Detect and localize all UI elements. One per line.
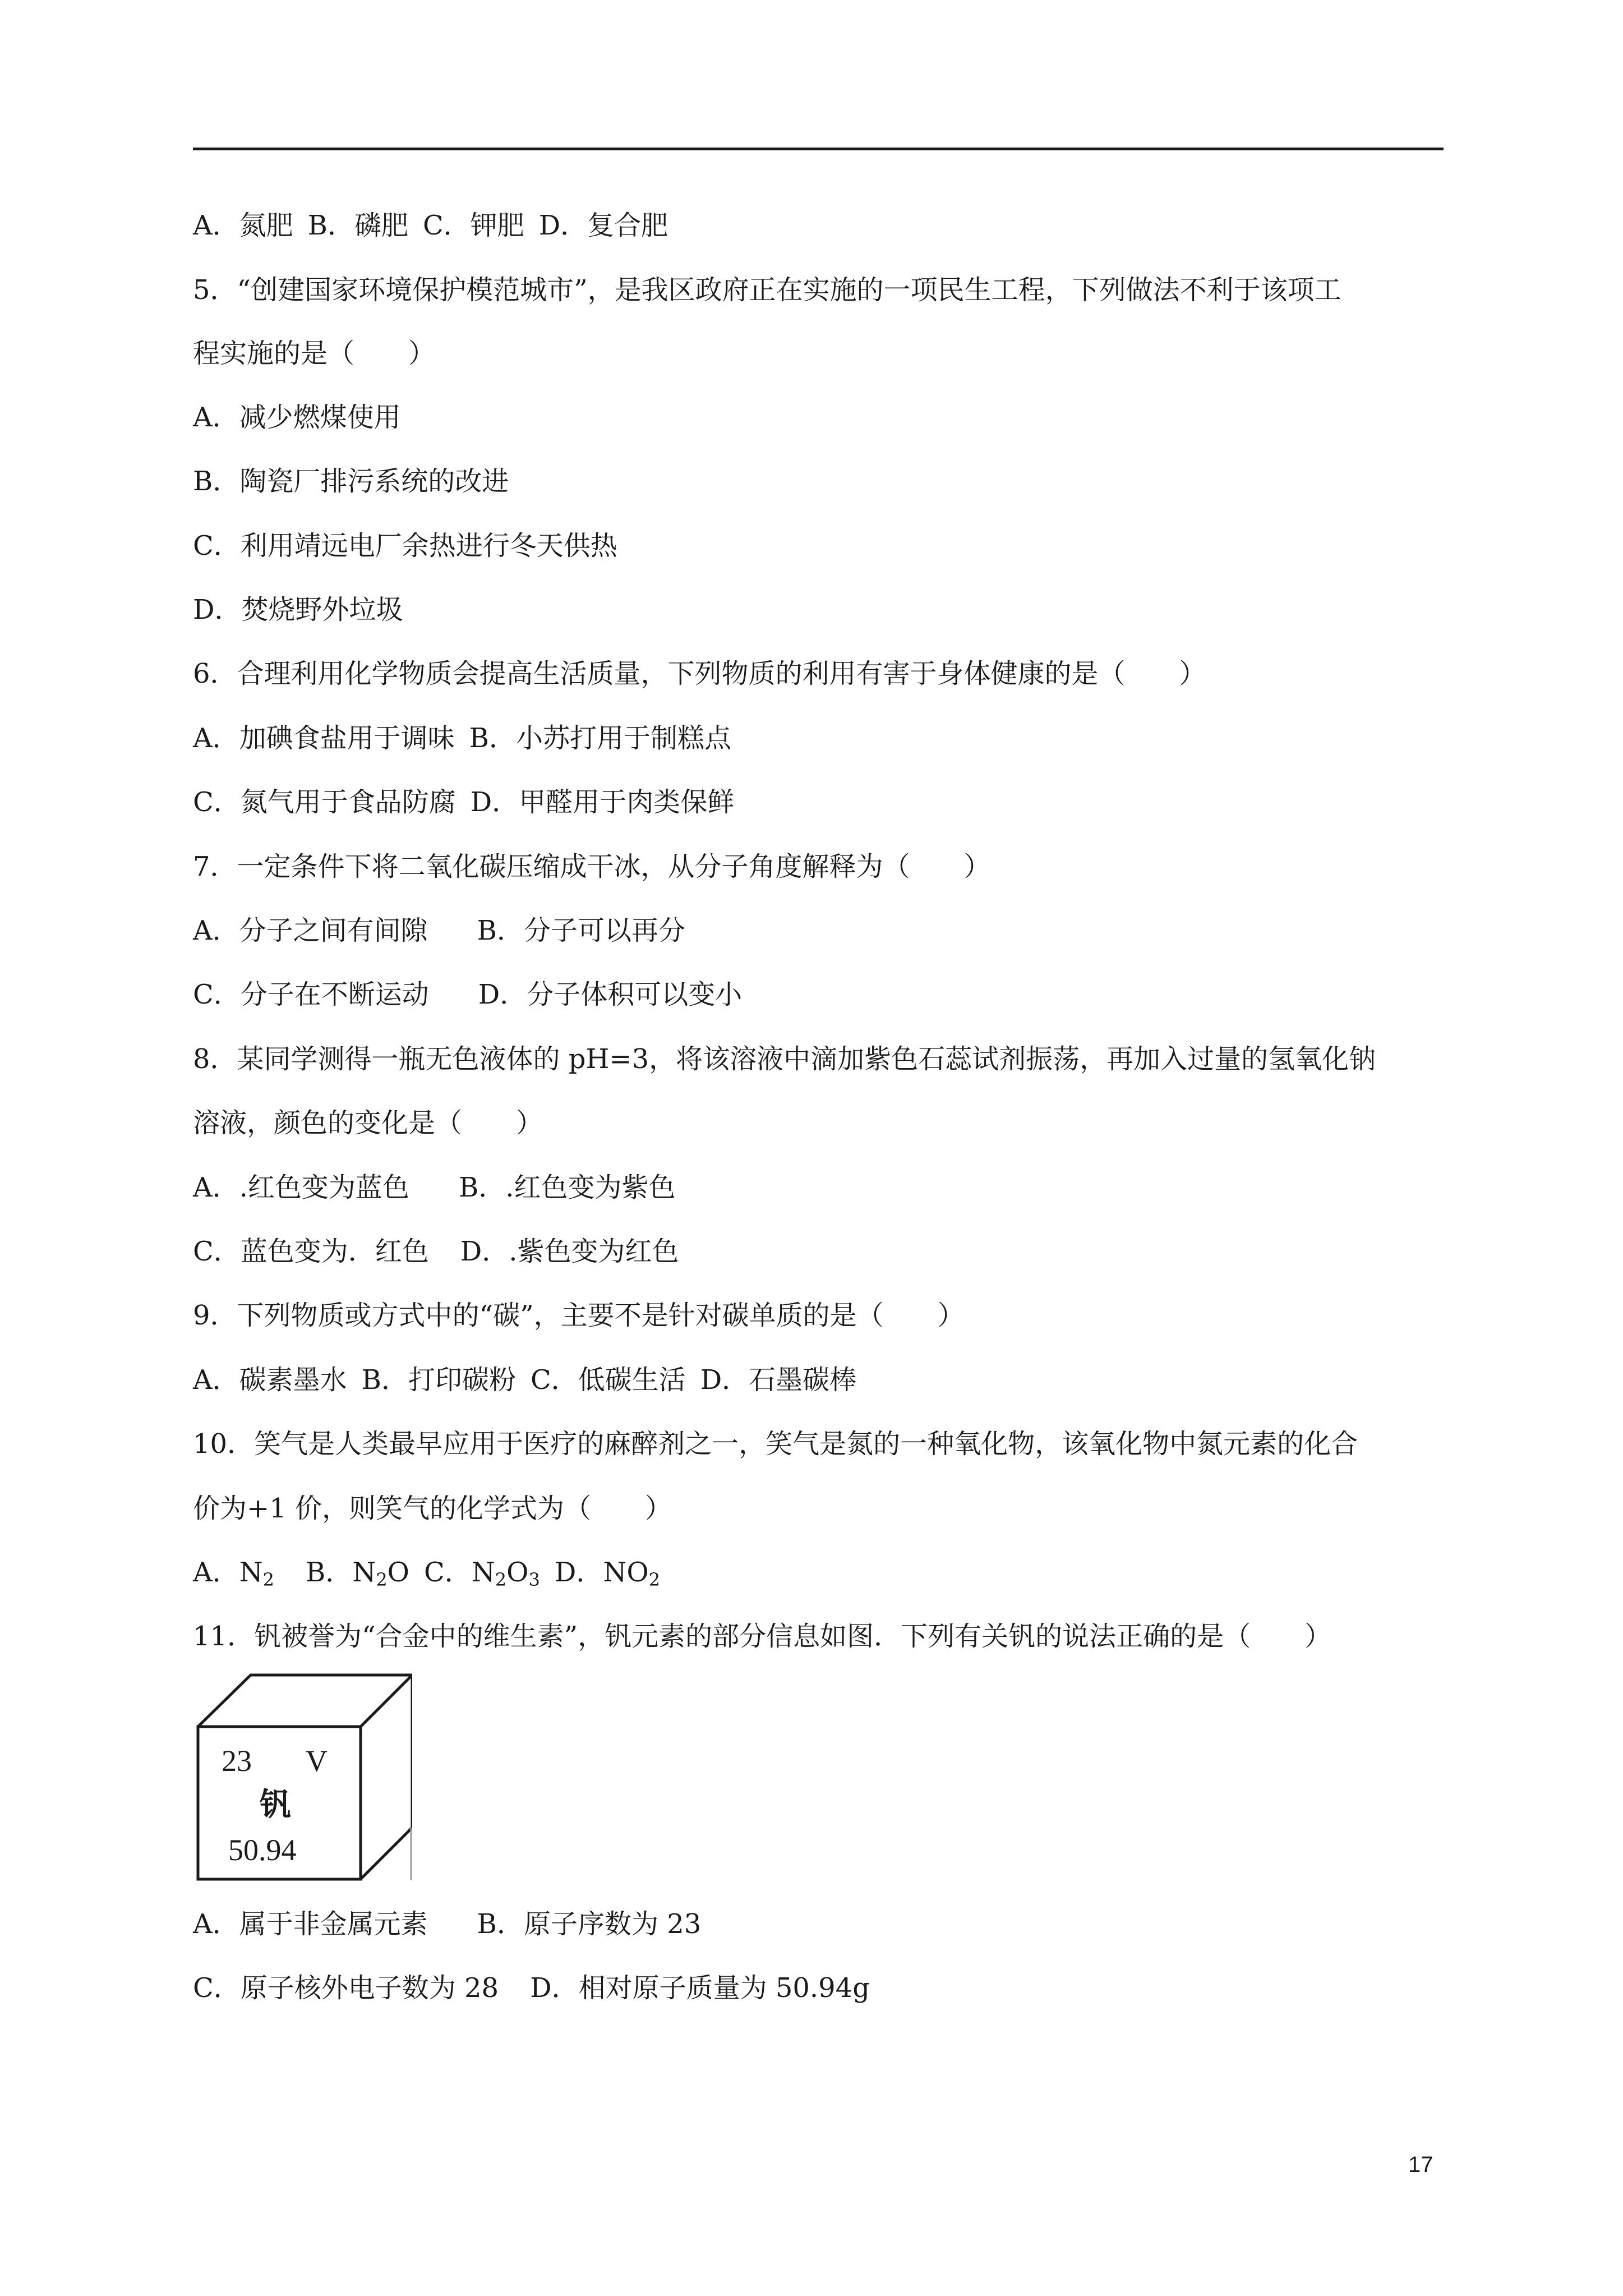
q10-option-a <box>193 1554 274 1590</box>
q8-stem-line-1: 8．某同学测得一瓶无色液体的 pH=3，将该溶液中滴加紫色石蕊试剂振荡，再加入过量的氢氧化钠 <box>193 1043 1376 1075</box>
q8-options-row-2 <box>193 1234 679 1269</box>
element-symbol: V <box>306 1744 328 1778</box>
q6-options-row-1 <box>193 720 731 756</box>
q10-option-d <box>555 1554 660 1590</box>
q7-option-b: B．分子可以再分 <box>477 915 685 946</box>
q8-option-d: D．.紫色变为红色 <box>460 1236 679 1267</box>
q9-option-d: D．石墨碳棒 <box>700 1364 857 1396</box>
q9-option-a: A．碳素墨水 <box>193 1364 347 1396</box>
q6-option-c: C．氮气用于食品防腐 <box>193 786 456 818</box>
q5-option-d: D．焚烧野外垃圾 <box>193 594 403 625</box>
q8-stem-line-2: 溶液，颜色的变化是（ ） <box>193 1107 543 1139</box>
q5-option-a: A．减少燃煤使用 <box>193 402 401 433</box>
q11-options-row-2 <box>193 1970 870 2006</box>
q11-option-a: A．属于非金属元素 <box>193 1908 428 1940</box>
q10-option-c-text: C．N <box>424 1557 495 1588</box>
q7-options-row-2 <box>193 977 742 1013</box>
q11-stem: 11．钒被誉为“合金中的维生素”，钒元素的部分信息如图．下列有关钒的说法正确的是（ ） <box>193 1621 1332 1652</box>
q4-option-a: A．氮肥 <box>193 210 293 241</box>
q11-option-b: B．原子序数为 23 <box>477 1908 702 1940</box>
q4-option-b: B．磷肥 <box>307 210 408 241</box>
q9-stem: 9．下列物质或方式中的“碳”，主要不是针对碳单质的是（ ） <box>193 1300 965 1331</box>
q5-option-c: C．利用靖远电厂余热进行冬天供热 <box>193 530 617 562</box>
q8-options-row-1 <box>193 1170 675 1205</box>
q6-stem: 6．合理利用化学物质会提高生活质量，下列物质的利用有害于身体健康的是（ ） <box>193 658 1206 689</box>
q9-options <box>193 1362 856 1398</box>
q9-option-b: B．打印碳粉 <box>361 1364 516 1396</box>
q10-option-b-text: B．N <box>306 1557 376 1588</box>
element-cell-side-face <box>361 1675 412 1879</box>
q4-option-c: C．钾肥 <box>422 210 524 241</box>
q10-option-a-subscript: 2 <box>262 1569 275 1590</box>
q10-stem-line-2: 价为+1 价，则笑气的化学式为（ ） <box>193 1493 672 1524</box>
q6-option-b: B．小苏打用于制糕点 <box>469 723 731 754</box>
q7-options-row-1 <box>193 913 685 949</box>
q10-option-d-text: D．NO <box>554 1557 649 1588</box>
q10-option-a-text: A．N <box>193 1557 263 1588</box>
q10-option-b <box>306 1554 409 1590</box>
q9-option-c: C．低碳生活 <box>530 1364 686 1396</box>
q6-option-a: A．加碘食盐用于调味 <box>193 723 455 754</box>
q7-stem: 7．一定条件下将二氧化碳压缩成干冰，从分子角度解释为（ ） <box>193 851 991 882</box>
q7-option-c: C．分子在不断运动 <box>193 979 429 1010</box>
element-atomic-mass: 50.94 <box>228 1833 297 1867</box>
q10-option-c-subscript-1: 2 <box>495 1569 507 1590</box>
q4-option-d: D．复合肥 <box>538 210 668 241</box>
q11-option-d: D．相对原子质量为 50.94g <box>530 1972 870 2004</box>
element-cell-top-face <box>198 1675 412 1727</box>
q10-stem-line-1: 10．笑气是人类最早应用于医疗的麻醉剂之一，笑气是氮的一种氧化物，该氧化物中氮元素的化合 <box>193 1428 1358 1460</box>
vanadium-element-cell-figure <box>196 1673 412 1881</box>
q10-option-d-subscript: 2 <box>648 1569 661 1590</box>
element-name: 钒 <box>260 1787 291 1823</box>
header-rule <box>193 148 1444 150</box>
element-atomic-number: 23 <box>222 1744 252 1778</box>
q8-option-c: C．蓝色变为．红色 <box>193 1236 429 1267</box>
q5-stem-line-1: 5．“创建国家环境保护模范城市”，是我区政府正在实施的一项民生工程，下列做法不利于该项工 <box>193 274 1341 306</box>
q5-option-b: B．陶瓷厂排污系统的改进 <box>193 466 509 497</box>
q11-option-c: C．原子核外电子数为 28 <box>193 1972 499 2004</box>
q7-option-d: D．分子体积可以变小 <box>478 979 743 1010</box>
q10-options <box>193 1554 660 1590</box>
page-number: 17 <box>1408 2152 1433 2177</box>
q10-option-b-subscript: 2 <box>376 1569 388 1590</box>
q5-stem-line-2: 程实施的是（ ） <box>193 338 436 369</box>
q6-option-d: D．甲醛用于肉类保鲜 <box>470 786 735 818</box>
q10-option-c-mid: O <box>506 1557 529 1588</box>
q10-option-c <box>424 1554 540 1590</box>
q7-option-a: A．分子之间有间隙 <box>193 915 428 946</box>
q10-option-c-subscript-2: 3 <box>528 1569 540 1590</box>
q11-options-row-1 <box>193 1906 701 1942</box>
q8-option-b: B．.红色变为紫色 <box>458 1172 676 1203</box>
q6-options-row-2 <box>193 784 734 820</box>
q10-option-b-suffix: O <box>387 1557 410 1588</box>
q8-option-a: A．.红色变为蓝色 <box>193 1172 409 1203</box>
q4-options <box>193 208 668 243</box>
